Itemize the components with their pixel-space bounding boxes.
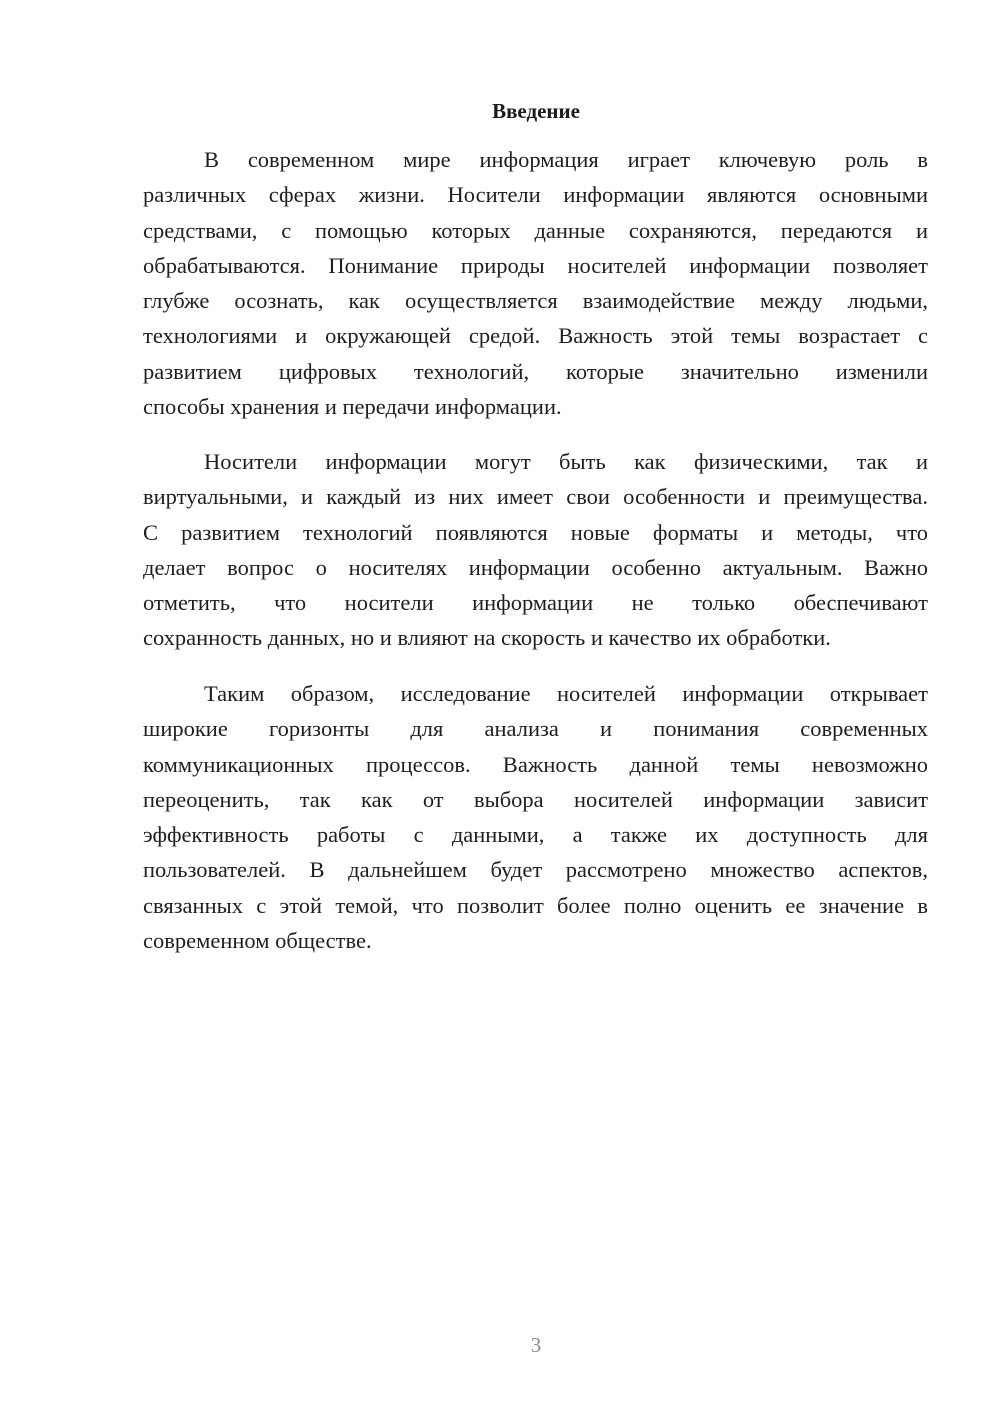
text-line: современном обществе. bbox=[143, 928, 372, 954]
text-line: различных сферах жизни. Носители информации являются основными bbox=[143, 182, 928, 208]
text-line: Таким образом, исследование носителей информации открывает bbox=[204, 681, 928, 706]
text-line: пользователей. В дальнейшем будет рассмотрено множество аспектов, bbox=[143, 857, 928, 883]
text-line: связанных с этой темой, что позволит более полно оценить ее значение в bbox=[143, 892, 928, 918]
paragraph-1 bbox=[143, 142, 928, 424]
paragraph-3 bbox=[143, 676, 928, 958]
paragraph-2 bbox=[143, 444, 928, 656]
section-heading: Введение bbox=[492, 99, 580, 123]
page-number: 3 bbox=[530, 1333, 542, 1357]
text-line: С развитием технологий появляются новые форматы и методы, что bbox=[143, 519, 928, 545]
text-line: способы хранения и передачи информации. bbox=[143, 394, 562, 420]
text-line: коммуникационных процессов. Важность данной темы невозможно bbox=[143, 751, 928, 777]
text-line: обрабатываются. Понимание природы носителей информации позволяет bbox=[143, 252, 928, 278]
text-line: отметить, что носители информации не только обеспечивают bbox=[143, 590, 928, 616]
text-line: Носители информации могут быть как физическими, так и bbox=[204, 449, 928, 474]
text-line: эффективность работы с данными, а также их доступность для bbox=[143, 822, 928, 848]
text-line: глубже осознать, как осуществляется взаимодействие между людьми, bbox=[143, 288, 928, 314]
text-line: переоценить, так как от выбора носителей информации зависит bbox=[143, 786, 928, 812]
text-line: сохранность данных, но и влияют на скорость и качество их обработки. bbox=[143, 625, 831, 651]
text-line: широкие горизонты для анализа и понимания современных bbox=[143, 716, 928, 742]
text-line: технологиями и окружающей средой. Важность этой темы возрастает с bbox=[143, 323, 928, 349]
text-line: развитием цифровых технологий, которые значительно изменили bbox=[143, 358, 928, 384]
text-line: виртуальными, и каждый из них имеет свои особенности и преимущества. bbox=[143, 484, 928, 510]
text-line: средствами, с помощью которых данные сохраняются, передаются и bbox=[143, 217, 928, 243]
text-line: В современном мире информация играет ключевую роль в bbox=[204, 147, 928, 172]
text-line: делает вопрос о носителях информации особенно актуальным. Важно bbox=[143, 554, 928, 580]
